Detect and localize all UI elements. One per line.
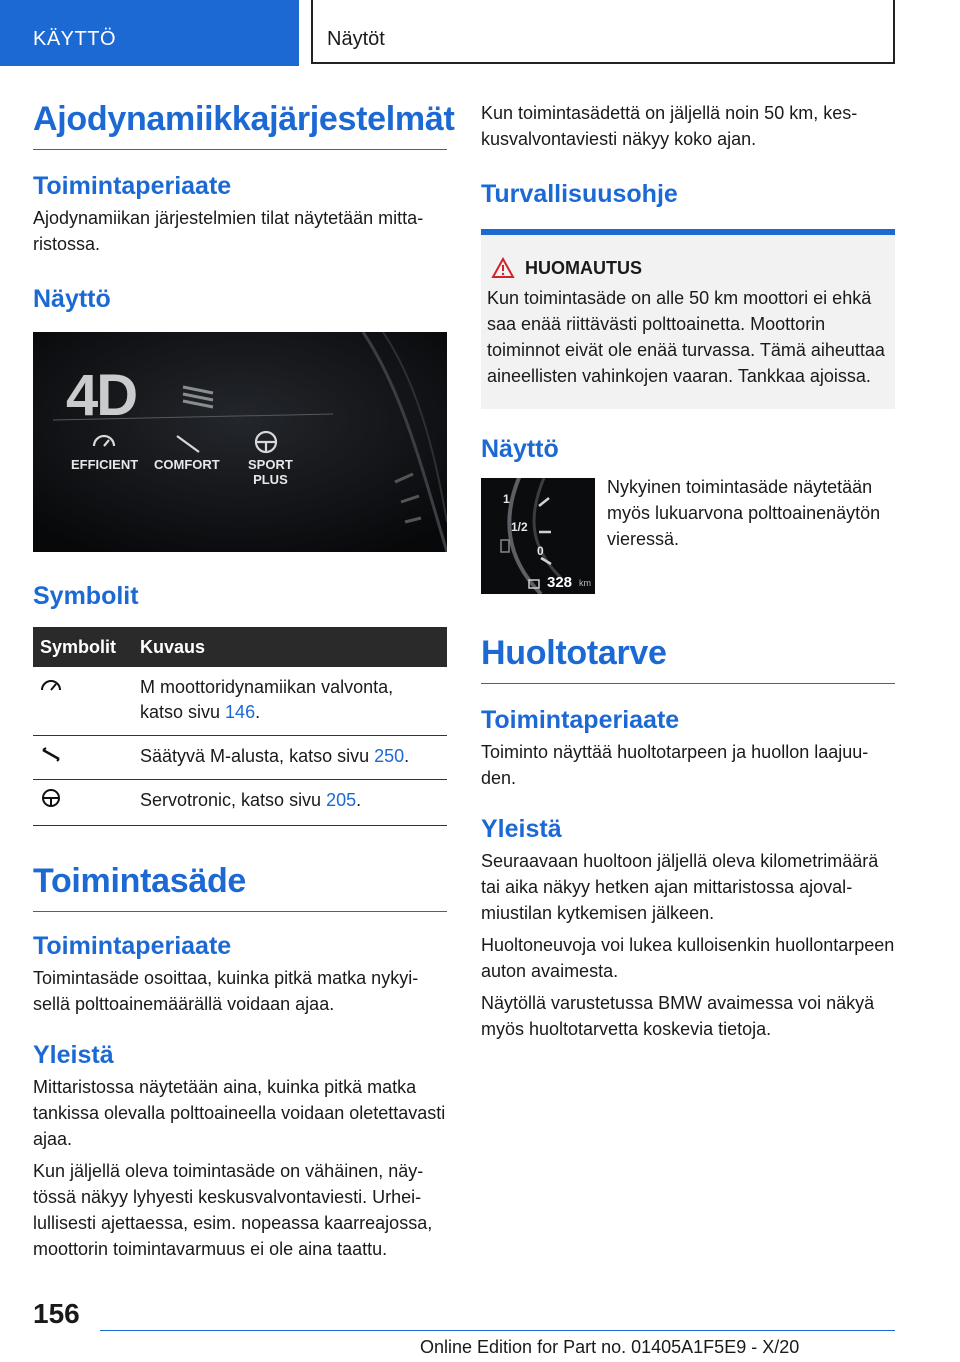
text-principle-3: Toiminto näyttää huoltotarpeen ja huollon laajuuden. <box>481 742 869 788</box>
engine-dynamics-icon <box>40 677 62 693</box>
text-general-5: Näytöllä varustetussa BMW avaimessa voi näkyä myös huoltotarvetta koskevia tietoja. <box>481 993 875 1039</box>
row-text: Säätyvä M-alusta, katso sivu <box>140 746 375 766</box>
heading-display-2: Näyttö <box>481 435 559 463</box>
mode-efficient: EFFICIENT <box>71 457 139 472</box>
chapter-title: Näytöt <box>311 0 895 64</box>
steering-wheel-icon <box>40 788 62 808</box>
drive-mode-display-image <box>33 332 447 552</box>
heading-symbols: Symbolit <box>33 582 139 610</box>
range-unit: km <box>579 578 591 588</box>
suspension-icon <box>40 746 62 762</box>
left-column <box>33 100 455 1262</box>
text-general-4: Huoltoneuvoja voi lukea kulloisenkin huollontarpeen auton avaimesta. <box>481 935 895 981</box>
page-number: 156 <box>33 1298 80 1329</box>
warning-text: Kun toimintasäde on alle 50 km moottori ei ehkä saa enää riittävästi polttoainetta. Moottorin toiminnot eivät ole enää turvassa. Tämä aiheuttaa aineellisten vahinkojen vaaran. Tankkaa ajoissa. <box>487 288 885 386</box>
col-symbols: Symbolit <box>33 627 133 667</box>
mode-comfort: COMFORT <box>154 457 220 472</box>
text-principle-2: Toimintasäde osoittaa, kuinka pitkä matka nykyisellä polttoainemäärällä voidaan ajaa. <box>33 968 419 1014</box>
range-display-block <box>481 478 895 594</box>
range-value: 328 <box>547 574 573 591</box>
fuel-gauge-image <box>481 478 595 594</box>
warning-title: HUOMAUTUS <box>525 257 642 278</box>
page-link-146[interactable]: 146 <box>225 702 256 722</box>
text-general-2: Kun jäljellä oleva toimintasäde on vähäinen, näytössä näkyy lyhyesti keskusvalvontaviesti. Urheilullisesti ajettaessa, esim. nopeassa kaarreajossa, moottorin toimintavarmuus ei ole aina taattu. <box>33 1161 433 1259</box>
text-general-3: Seuraavaan huoltoon jäljellä oleva kilometrimäärä tai aika näkyy hetken ajan mittaristossa ajovalmiustilan kytkemisen jälkeen. <box>481 851 879 923</box>
table-row: M moottoridynamiikan valvonta, katso sivu 146. <box>33 667 447 736</box>
text-display-2: Nykyinen toimintasäde näytetään myös lukuarvona polttoainenäytön vieressä. <box>607 477 881 549</box>
heading-range: Toimintasäde <box>33 862 447 912</box>
heading-service: Huoltotarve <box>481 634 895 684</box>
heading-principle-1: Toimintaperiaate <box>33 172 232 200</box>
table-row: Säätyvä M-alusta, katso sivu 250. <box>33 736 447 780</box>
mode-sport-plus: SPORT PLUS <box>248 457 293 487</box>
page-link-250[interactable]: 250 <box>374 746 405 766</box>
text-principle-1: Ajodynamiikan järjestelmien tilat näytetään mittaristossa. <box>33 208 424 254</box>
section-tab[interactable]: KÄYTTÖ <box>0 0 299 66</box>
heading-principle-3: Toimintaperiaate <box>481 706 680 734</box>
warning-box <box>481 229 895 409</box>
text-continued: Kun toimintasädettä on jäljellä noin 50 km, keskusvalvontaviesti näkyy koko ajan. <box>481 103 858 149</box>
gauge-mark-half: 1/2 <box>511 520 528 534</box>
heading-general-1: Yleistä <box>33 1041 114 1069</box>
gear-indicator: 4D <box>66 363 137 428</box>
warning-triangle-icon <box>491 257 515 279</box>
right-column <box>481 100 895 1042</box>
edition-link[interactable]: Online Edition for Part no. 01405A1F5E9 - X/20 <box>420 1337 800 1357</box>
footer-divider <box>100 1330 895 1331</box>
gauge-mark-0: 0 <box>537 544 544 558</box>
row-text: Servotronic, katso sivu <box>140 790 327 810</box>
gauge-mark-1: 1 <box>503 492 510 506</box>
heading-dynamics: Ajodynamiikkajärjestelmät <box>33 100 447 150</box>
page-link-205[interactable]: 205 <box>326 790 357 810</box>
heading-display-1: Näyttö <box>33 285 111 313</box>
symbols-table <box>33 627 447 826</box>
col-description: Kuvaus <box>133 627 447 667</box>
heading-principle-2: Toimintaperiaate <box>33 932 232 960</box>
heading-safety: Turvallisuusohje <box>481 180 678 208</box>
table-row: Servotronic, katso sivu 205. <box>33 780 447 826</box>
text-general-1: Mittaristossa näytetään aina, kuinka pitkä matka tankissa olevalla polttoaineella voidaan oletettavasti ajaa. <box>33 1077 446 1149</box>
heading-general-2: Yleistä <box>481 815 562 843</box>
row-text: M moottoridynamiikan valvonta, katso sivu <box>140 677 394 722</box>
